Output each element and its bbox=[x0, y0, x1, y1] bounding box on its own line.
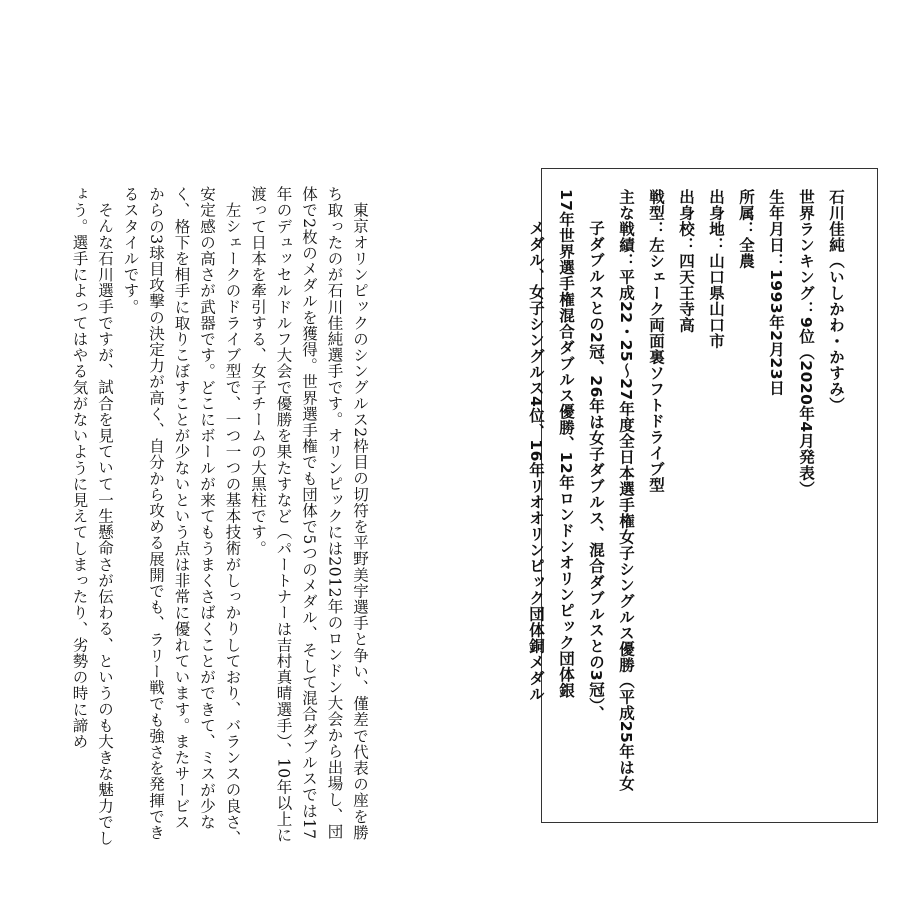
profile-text bbox=[521, 189, 851, 809]
profile-ranking: 世界ランキング：9位（2020年4月発表） bbox=[797, 189, 815, 497]
profile-school: 出身校：四天王寺高 bbox=[677, 189, 695, 333]
profile-box bbox=[527, 168, 878, 823]
article-body bbox=[66, 186, 372, 846]
profile-affiliation: 所属：全農 bbox=[737, 189, 755, 269]
profile-birthdate: 生年月日：1993年2月23日 bbox=[767, 189, 785, 396]
profile-record-line: 17年世界選手権混合ダブルス優勝、12年ロンドンオリンピック団体銀 bbox=[557, 189, 575, 699]
profile-record-line: 子ダブルスとの2冠、26年は女子ダブルス、混合ダブルスとの3冠）、 bbox=[587, 220, 605, 722]
profile-name: 石川佳純（いしかわ・かすみ） bbox=[827, 189, 845, 413]
paragraph: 左シェークのドライブ型で、一つ一つの基本技術がしっかりしており、バランスの良さ、安定感の高さが武器です。どこにボールが来てもうまくさばくことができて、ミスが少なく、格下を相手に取りこぼすことが少ないという点は非常に優れています。またサービスからの3球目攻撃の決定力が高く、自分から攻める展開でも、ラリー戦でも強さを発揮できるスタイルです。 bbox=[121, 186, 242, 846]
profile-record-line: 主な戦績：平成22・25～27年度全日本選手権女子シングルス優勝（平成25年は女 bbox=[617, 189, 635, 792]
paragraph: 東京オリンピックのシングルス2枠目の切符を平野美宇選手と争い、僅差で代表の座を勝ち取ったのが石川佳純選手です。オリンピックには2012年のロンドン大会から出場し、団体で2枚のメダルを獲得。世界選手権でも団体で5つのメダル、そして混合ダブルスでは17年のデュッセルドルフ大会で優勝を果たすなど（パートナーは吉村真晴選手）、10年以上に渡って日本を牽引する、女子チームの大黒柱です。 bbox=[249, 186, 369, 844]
profile-birthplace: 出身地：山口県山口市 bbox=[707, 189, 725, 349]
profile-record-line: メダル、女子シングルス4位、16年リオオリンピック団体銅メダル bbox=[527, 220, 545, 702]
paragraph: そんな石川選手ですが、試合を見ていて一生懸命さが伝わる、というのも大きな魅力でしょう。選手によってはやる気がないように見えてしまったり、劣勢の時に諦め bbox=[70, 186, 114, 846]
profile-style: 戦型：左シェーク両面裏ソフトドライブ型 bbox=[647, 189, 665, 493]
